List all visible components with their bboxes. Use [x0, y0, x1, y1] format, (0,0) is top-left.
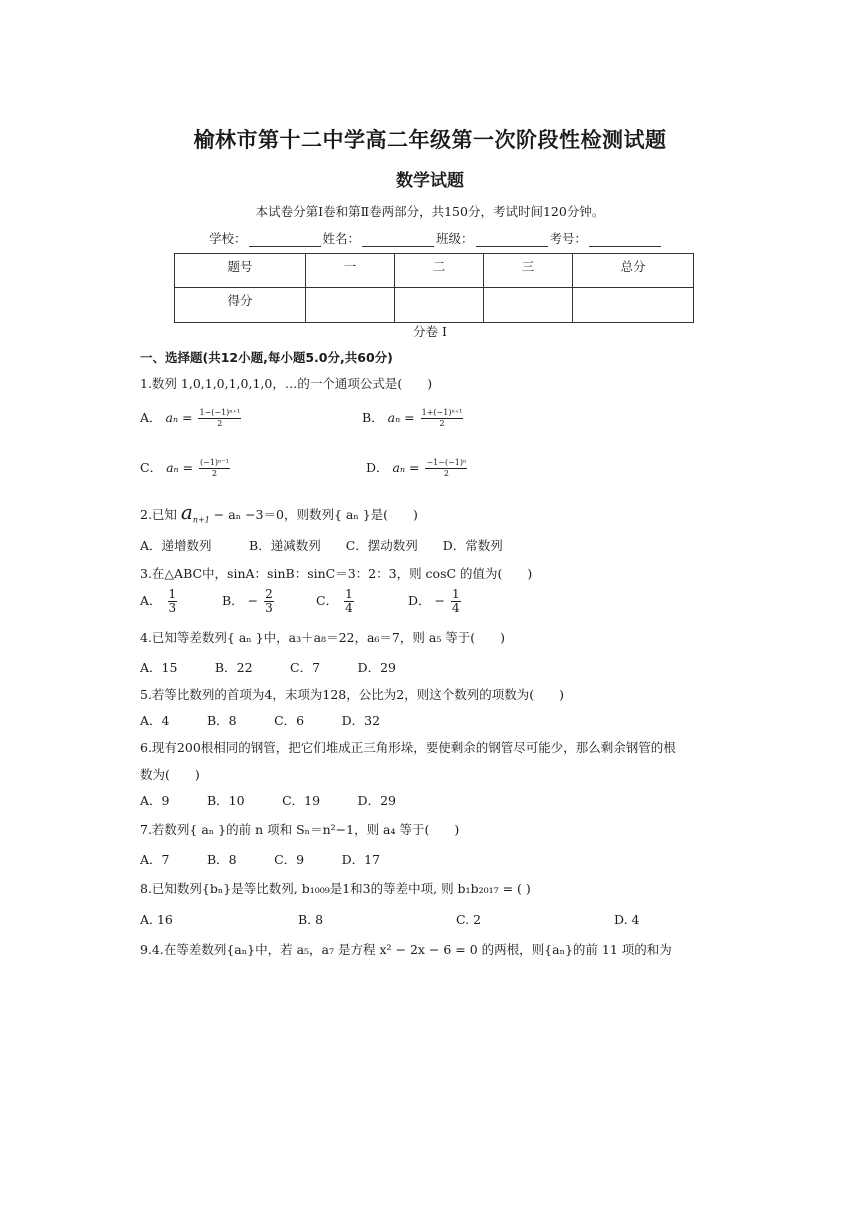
question-8-option-c: C. 2	[456, 912, 482, 927]
question-6-stem: 6.现有200根相同的钢管，把它们堆成正三角形垛，要使剩余的钢管尽可能少，那么剩余钢管的根	[140, 740, 676, 755]
exam-notice: 本试卷分第Ⅰ卷和第Ⅱ卷两部分，共150分，考试时间120分钟。	[255, 204, 605, 219]
score-cell: 二	[395, 254, 484, 288]
score-cell	[395, 288, 484, 323]
exam-number-field	[550, 229, 664, 247]
question-3-stem: 3.在△ABC中，sinA：sinB：sinC＝3：2：3，则 cosC 的值为( )	[140, 566, 533, 581]
fraction-numerator: 2	[265, 587, 273, 601]
score-cell	[573, 288, 694, 323]
fraction-numerator: −1−(−1)ⁿ	[426, 458, 467, 467]
option-label: D．	[366, 460, 389, 475]
fraction-denominator: 4	[451, 601, 460, 615]
fraction-denominator: 2	[211, 469, 218, 478]
name-label: 姓名：	[322, 231, 361, 246]
option-negative-sign: −	[434, 593, 445, 608]
option-fraction	[264, 588, 274, 615]
question-1-option-d	[366, 458, 467, 479]
fraction-numerator: 1−(−1)ⁿ⁺¹	[199, 408, 241, 417]
fraction-numerator: 1+(−1)ⁿ⁺¹	[421, 408, 463, 417]
option-lhs: aₙ =	[387, 410, 415, 425]
question-1-option-a	[140, 408, 241, 429]
name-field	[323, 229, 437, 247]
option-label: B．	[362, 410, 384, 425]
question-4-stem: 4.已知等差数列{ aₙ }中，a₃＋a₈＝22，a₆＝7，则 a₅ 等于( )	[140, 630, 506, 645]
score-table-score-row	[175, 288, 694, 323]
question-6-options: A．9 B．10 C．19 D．29	[140, 793, 396, 808]
question-5-stem: 5.若等比数列的首项为4，末项为128，公比为2，则这个数列的项数为( )	[140, 687, 564, 702]
question-1-option-b	[362, 408, 463, 429]
exam-subtitle: 数学试题	[396, 171, 464, 191]
section-heading: 一、选择题(共12小题,每小题5.0分,共60分)	[140, 350, 393, 365]
option-label: C．	[140, 460, 163, 475]
school-blank	[249, 233, 321, 247]
fraction-numerator: 1	[451, 587, 460, 601]
option-fraction	[199, 458, 230, 479]
fraction-denominator: 2	[443, 469, 450, 478]
question-5-options: A．4 B．8 C．6 D．32	[140, 713, 381, 728]
fraction-denominator: 4	[345, 601, 353, 615]
exam-number-label: 考号：	[549, 231, 588, 246]
score-table-header-row	[175, 254, 694, 288]
question-8-option-a: A. 16	[140, 912, 173, 927]
question-4-options: A．15 B．22 C．7 D．29	[140, 660, 396, 675]
option-label: B．	[222, 593, 244, 608]
question-2-subscript: n+1	[192, 515, 210, 525]
option-lhs: aₙ =	[392, 460, 420, 475]
option-label: A．	[140, 410, 162, 425]
name-blank	[362, 233, 434, 247]
score-cell: 一	[306, 254, 395, 288]
question-7-stem: 7.若数列{ aₙ }的前 n 项和 Sₙ＝n²−1，则 a₄ 等于( )	[140, 822, 460, 837]
question-2-expression: − aₙ −3＝0，则数列{ aₙ }是( )	[213, 507, 418, 522]
question-8-option-d: D. 4	[614, 912, 640, 927]
option-fraction	[451, 588, 461, 615]
score-cell: 题号	[175, 254, 306, 288]
fraction-numerator: 1	[168, 587, 177, 601]
option-fraction	[421, 408, 464, 429]
option-label: A．	[140, 593, 162, 608]
option-lhs: aₙ =	[166, 460, 194, 475]
student-info-fields	[209, 229, 663, 247]
question-2-prefix: 2.已知	[140, 507, 177, 522]
question-3-option-c	[316, 588, 354, 615]
school-field	[209, 229, 323, 247]
question-3-option-d	[408, 588, 461, 615]
question-1-option-c	[140, 458, 230, 479]
option-fraction	[344, 588, 354, 615]
question-2-stem	[140, 500, 418, 525]
option-label: D．	[408, 593, 431, 608]
question-7-options: A．7 B．8 C．9 D．17	[140, 852, 381, 867]
question-2-options: A．递增数列 B．递减数列 C．摆动数列 D．常数列	[140, 538, 503, 553]
option-lhs: aₙ =	[165, 410, 193, 425]
question-8-option-b: B. 8	[298, 912, 324, 927]
question-8-stem: 8.已知数列{bₙ}是等比数列, b₁₀₀₉是1和3的等差中项, 则 b₁b₂₀₁₇ = ( )	[140, 881, 531, 896]
score-table	[174, 253, 694, 323]
option-fraction	[425, 458, 467, 479]
question-2-big-a: a	[180, 500, 193, 524]
class-blank	[476, 233, 548, 247]
fraction-numerator: 1	[345, 587, 353, 601]
question-6-stem-continued: 数为( )	[140, 767, 200, 782]
fraction-denominator: 3	[168, 601, 177, 615]
score-cell: 三	[484, 254, 573, 288]
score-cell: 总分	[573, 254, 694, 288]
question-3-option-b	[222, 588, 274, 615]
class-label: 班级：	[436, 231, 474, 246]
fraction-numerator: (−1)ⁿ⁻¹	[200, 458, 229, 467]
option-negative-sign: −	[247, 593, 259, 608]
fraction-denominator: 2	[217, 419, 223, 428]
score-cell	[484, 288, 573, 323]
fraction-denominator: 3	[265, 601, 273, 615]
score-cell: 得分	[175, 288, 306, 323]
fraction-denominator: 2	[439, 419, 445, 428]
option-fraction	[198, 408, 241, 429]
class-field	[436, 229, 550, 247]
exam-title: 榆林市第十二中学高二年级第一次阶段性检测试题	[193, 128, 667, 152]
school-label: 学校：	[209, 231, 247, 246]
option-fraction	[168, 588, 178, 615]
question-3-option-a	[140, 588, 177, 615]
score-cell	[306, 288, 395, 323]
part-label: 分卷 I	[413, 324, 447, 339]
question-9-stem: 9.4.在等差数列{aₙ}中，若 a₅，a₇ 是方程 x² − 2x − 6 = 0 的两根，则{aₙ}的前 11 项的和为	[140, 942, 672, 957]
exam-number-blank	[589, 233, 661, 247]
question-1-stem: 1.数列 1,0,1,0,1,0,1,0，…的一个通项公式是( )	[140, 376, 433, 391]
option-label: C．	[316, 593, 339, 608]
